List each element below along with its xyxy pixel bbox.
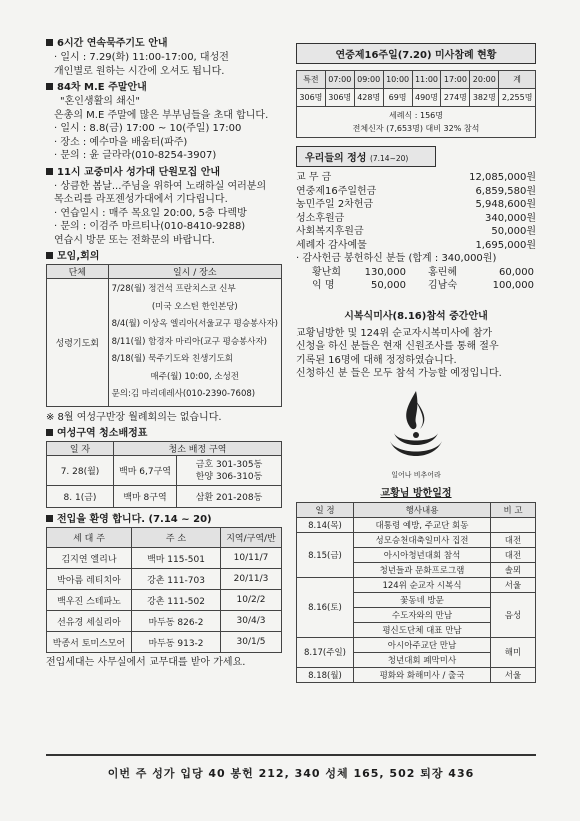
movein-cell: 백우진 스테파노 (47, 590, 132, 611)
movein-head: 지역/구역/반 (221, 528, 282, 548)
choir-line: · 연습일시 : 매주 목요일 20:00, 5층 다렉방 (54, 207, 247, 219)
meeting-head: 단체 (47, 265, 109, 279)
beatification-line: 신청을 하신 분들은 현재 신원조사를 통해 절우 (296, 341, 499, 352)
meeting-note: ※ 8월 여성구반장 월례회의는 없습니다. (46, 411, 222, 423)
pope-date: 8.14(목) (297, 517, 354, 532)
cleaning-date: 8. 1(금) (47, 486, 114, 508)
title-text: 6시간 연속묵주기도 안내 (57, 38, 168, 49)
pope-event: 대통령 예방, 주교단 회동 (354, 517, 491, 532)
pope-date: 8.17(주일) (297, 637, 354, 667)
offering-item (296, 239, 536, 253)
attendance-head: 07:00 (325, 71, 354, 89)
offering-title (296, 146, 436, 167)
donor-name: 황난희 (312, 266, 341, 278)
square-bullet-icon (46, 168, 53, 175)
square-bullet-icon (46, 252, 53, 259)
offering-item (296, 212, 536, 226)
me-line: · 일시 : 8.8(금) 17:00 ~ 10(주일) 17:00 (54, 123, 242, 134)
pope-head: 비 고 (491, 502, 536, 517)
me-line: · 문의 : 윤 글라라(010-8254-3907) (54, 150, 217, 161)
attendance-value: 69명 (383, 89, 412, 107)
right-column (296, 34, 536, 683)
detail-line: 금호 301-305동 (195, 459, 263, 470)
meeting-group: 성령기도회 (47, 279, 109, 407)
choir-line: · 상큼한 봄날...주님을 위하여 노래하실 여러분의 (54, 180, 267, 192)
attendance-head: 17:00 (441, 71, 470, 89)
pope-note: 해미 (491, 637, 536, 667)
movein-cell: 30/4/3 (221, 611, 282, 632)
attendance-summary (297, 107, 536, 138)
rosary-line: 개인별로 원하는 시간에 오셔도 됩니다. (54, 65, 225, 77)
cleaning-table (46, 441, 282, 508)
movein-cell: 10/11/7 (221, 548, 282, 569)
pope-event: 아시아주교단 만남 (354, 637, 491, 652)
period-text: (7.14~20) (369, 154, 409, 163)
me-line: · 장소 : 예수마을 배움터(파주) (54, 136, 188, 148)
cleaning-detail: 삼환 201-208동 (177, 486, 282, 508)
meeting-head: 일시 / 장소 (108, 265, 281, 279)
logo-caption: 일어나 비추어라 (391, 470, 441, 479)
donor-row (296, 266, 536, 280)
papal-visit-logo (296, 387, 536, 480)
movein-head: 주 소 (132, 528, 221, 548)
section-rosary-title (46, 37, 286, 50)
attendance-head: 특전 (297, 71, 326, 89)
pope-note: 대전 (491, 547, 536, 562)
offering-key: 사회복지후원금 (296, 226, 364, 237)
offering-item (296, 225, 536, 239)
section-movein-title (46, 513, 286, 526)
cleaning-date: 7. 28(월) (47, 456, 114, 486)
cleaning-head: 청소 배정 구역 (114, 442, 282, 456)
attendance-head: 11:00 (412, 71, 441, 89)
pope-date: 8.16(토) (297, 577, 354, 637)
pope-schedule-title: 교황님 방한일정 (380, 487, 452, 499)
attendance-value: 306명 (297, 89, 326, 107)
pope-schedule-table (296, 502, 536, 683)
title-text: 84차 M.E 주말안내 (57, 82, 147, 93)
title-text: 11시 교중미사 성가대 단원모집 안내 (57, 166, 221, 178)
summary-line: 전체신자 (7,653명) 대비 32% 참석 (352, 124, 480, 133)
pope-event: 평화와 화해미사 / 출국 (354, 667, 491, 682)
section-choir-title (46, 166, 286, 179)
meeting-line: 8/11(월) 함경자 마리아(교구 평승봉사자) (111, 336, 267, 347)
section-me-title (46, 81, 286, 94)
choir-line: · 문의 : 이검주 마르티나(010-8410-9288) (54, 221, 246, 232)
pope-event: 아시아청년대회 참석 (354, 547, 491, 562)
movein-cell: 10/2/2 (221, 590, 282, 611)
pope-note: 음성 (491, 592, 536, 637)
pope-head: 일 정 (297, 502, 354, 517)
movein-cell: 백마 115-501 (132, 548, 221, 569)
offering-item (296, 198, 536, 212)
movein-cell: 김지연 엘리나 (47, 548, 132, 569)
beatification-line: 교황님방한 및 124위 순교자시복미사에 참가 (296, 327, 493, 339)
pope-event: 124위 순교자 시복식 (354, 577, 491, 592)
pope-note: 대전 (491, 532, 536, 547)
pope-head: 행사내용 (354, 502, 491, 517)
pope-event: 청년들과 문화프로그램 (354, 562, 491, 577)
square-bullet-icon (46, 515, 53, 522)
offering-value: 12,085,000원 (469, 172, 536, 183)
donor-name: 홍린혜 (428, 266, 457, 278)
donor-amount: 130,000 (364, 266, 406, 278)
pope-event: 성모승천대축일미사 집전 (354, 532, 491, 547)
offering-key: 성소후원금 (296, 212, 345, 224)
me-line: 은총의 M.E 주말에 많은 부부님들을 초대 합니다. (54, 109, 269, 121)
me-line: "혼인생활의 쇄신" (60, 96, 140, 107)
detail-line: 한양 306-310동 (195, 471, 263, 482)
beatification-line: 기록된 16명에 대해 정정하였습니다. (296, 354, 457, 366)
attendance-title: 연중제16주일(7.20) 미사참례 현황 (296, 43, 536, 64)
movein-note: 전입세대는 사무실에서 교무대를 받아 가세요. (46, 657, 246, 668)
movein-cell: 선유경 세실리아 (47, 611, 132, 632)
meeting-line: 7/28(월) 정건석 프란치스코 신부 (111, 284, 236, 294)
bulletin-page (46, 34, 536, 794)
pope-note: 서울 (491, 667, 536, 682)
offering-key: 연중제16주일헌금 (296, 185, 377, 197)
pope-date: 8.18(월) (297, 667, 354, 682)
attendance-value: 490명 (412, 89, 441, 107)
donor-amount: 50,000 (371, 280, 406, 291)
attendance-value: 306명 (325, 89, 354, 107)
attendance-value: 382명 (470, 89, 499, 107)
pope-date: 8.15(금) (297, 532, 354, 577)
pope-note (491, 517, 536, 532)
pope-note: 솔뫼 (491, 562, 536, 577)
cleaning-area: 백마 6,7구역 (114, 456, 177, 486)
title-text: 여성구역 청소배정표 (57, 428, 148, 439)
meeting-line: 문의:김 마리데레사(010-2390-7608) (111, 389, 256, 399)
attendance-head: 10:00 (383, 71, 412, 89)
thanks-line: · 감사헌금 봉헌하신 분들 (합계 : 340,000원) (296, 253, 497, 264)
movein-table (46, 527, 282, 653)
movein-cell: 박아름 레티치아 (47, 569, 132, 590)
movein-cell: 30/1/5 (221, 632, 282, 653)
square-bullet-icon (46, 39, 53, 46)
title-text: 전입을 환영 합니다. (7.14 ~ 20) (57, 514, 212, 525)
meeting-table (46, 264, 282, 407)
offering-value: 6,859,580원 (475, 185, 536, 197)
summary-line: 세례식 : 156명 (389, 111, 443, 120)
beatification-title: 시복식미사(8.16)참석 중간안내 (344, 310, 488, 322)
left-column (46, 34, 286, 670)
donor-amount: 100,000 (492, 280, 534, 291)
attendance-head: 09:00 (354, 71, 383, 89)
pope-note: 서울 (491, 577, 536, 592)
pope-event: 수도자와의 만남 (354, 607, 491, 622)
square-bullet-icon (46, 429, 53, 436)
cleaning-area: 백마 8구역 (114, 486, 177, 508)
movein-cell: 마두동 913-2 (132, 632, 221, 653)
attendance-value: 274명 (441, 89, 470, 107)
choir-line: 목소리를 라포젠성가대에서 기다립니다. (54, 194, 228, 205)
donor-amount: 60,000 (499, 266, 534, 278)
offering-key: 교 무 금 (296, 172, 332, 183)
donor-name: 익 명 (312, 280, 335, 291)
title-text: 우리들의 정성 (305, 153, 367, 164)
section-meeting-title (46, 250, 286, 263)
cleaning-head: 일 자 (47, 442, 114, 456)
square-bullet-icon (46, 83, 53, 90)
offering-value: 1,695,000원 (475, 239, 536, 251)
donor-row (296, 279, 536, 293)
pope-event: 청년대회 폐막미사 (354, 652, 491, 667)
attendance-head: 20:00 (470, 71, 499, 89)
offering-item (296, 185, 536, 199)
meeting-line: 매주(월) 10:00, 소성전 (150, 371, 240, 382)
meeting-line: 8/4(월) 이상옥 엘리아(서울교구 평승봉사자) (111, 319, 278, 329)
section-cleaning-title (46, 427, 286, 440)
pope-event: 꽃동네 방문 (354, 592, 491, 607)
beatification-line: 신청하신 분 들은 모두 참석 가능할 예정입니다. (296, 368, 502, 379)
offering-value: 50,000원 (491, 226, 536, 237)
movein-cell: 20/11/3 (221, 569, 282, 590)
flame-logo-icon (386, 387, 446, 469)
offering-list (296, 171, 536, 293)
attendance-value: 428명 (354, 89, 383, 107)
movein-cell: 박종서 토미스모어 (47, 632, 132, 653)
offering-key: 세례자 감사예물 (296, 239, 367, 251)
donor-name: 김남숙 (428, 280, 457, 291)
rosary-line: · 일시 : 7.29(화) 11:00-17:00, 대성전 (54, 52, 229, 63)
offering-value: 340,000원 (484, 212, 536, 224)
hymn-footer: 이번 주 성가 입당 40 봉헌 212, 340 성체 165, 502 퇴장 436 (46, 754, 536, 781)
offering-value: 5,948,600원 (475, 199, 536, 210)
attendance-value: 2,255명 (499, 89, 536, 107)
choir-line: 연습시 방문 또는 전화문의 바랍니다. (54, 234, 215, 246)
meeting-details (108, 279, 281, 407)
movein-cell: 강촌 111-703 (132, 569, 221, 590)
title-text: 모임,회의 (57, 251, 100, 262)
meeting-line: 8/18(월) 묵주기도와 친생기도회 (111, 354, 234, 364)
pope-event: 평신도단체 대표 만남 (354, 622, 491, 637)
attendance-table (296, 70, 536, 138)
movein-head: 세 대 주 (47, 528, 132, 548)
offering-item (296, 171, 536, 185)
cleaning-detail (177, 456, 282, 486)
meeting-line: (미국 오스틴 한인본당) (151, 301, 238, 312)
movein-cell: 마두동 826-2 (132, 611, 221, 632)
offering-key: 농민주일 2차헌금 (296, 199, 374, 210)
movein-cell: 강촌 111-502 (132, 590, 221, 611)
attendance-head: 계 (499, 71, 536, 89)
